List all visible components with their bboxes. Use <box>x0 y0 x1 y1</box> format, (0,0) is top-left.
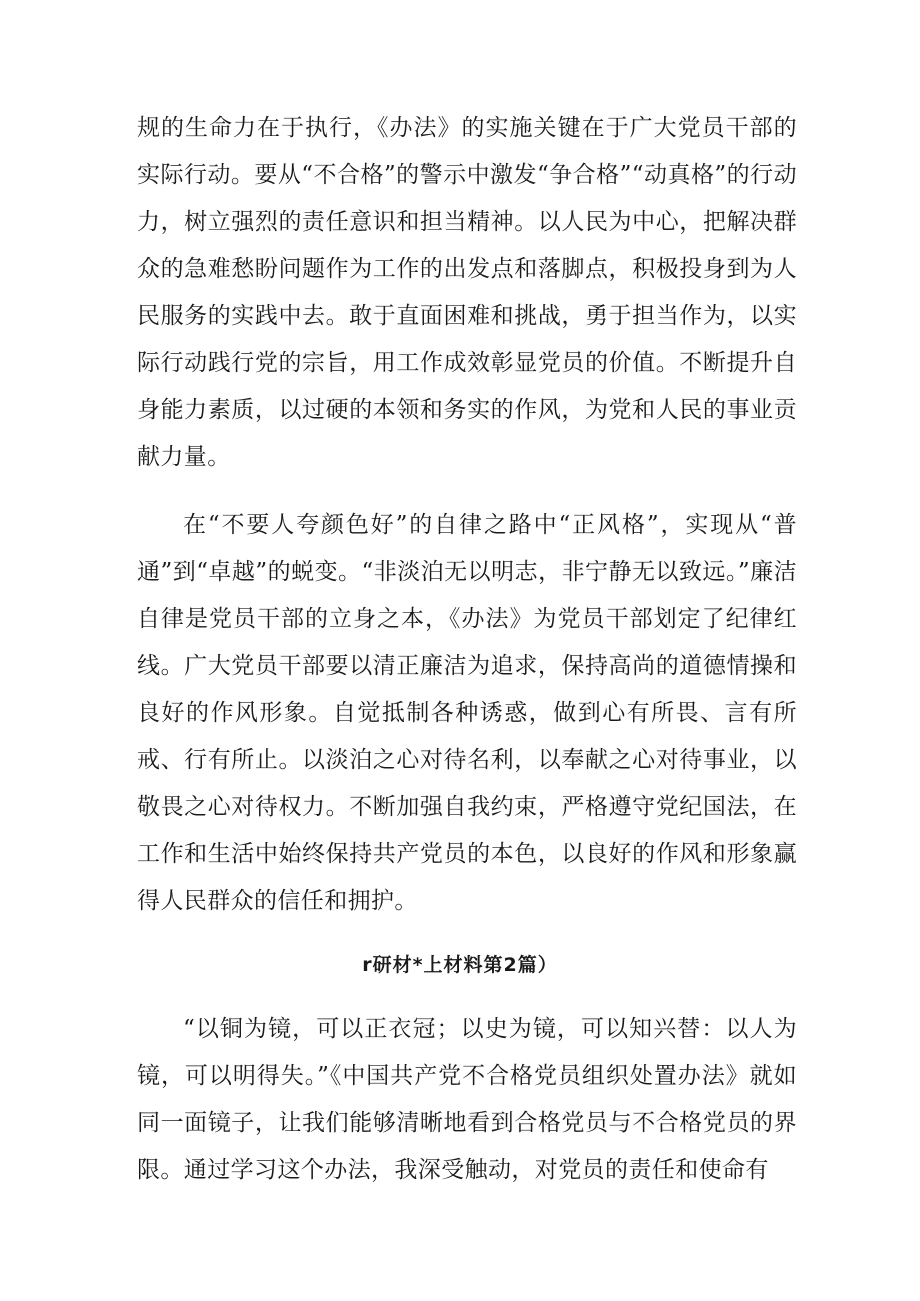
section-paragraph: “以铜为镜，可以正衣冠；以史为镜，可以知兴替：以人为镜，可以明得失。”《中国共产党不合格党员组织处置办法》就如同一面镜子，让我们能够清晰地看到合格党员与不合格党员的界限。通过学习这个办法，我深受触动，对党员的责任和使命有 <box>137 1016 797 1183</box>
body-paragraph-2: 在“不要人夸颜色好”的自律之路中“正风格”，实现从“普通”到“卓越”的蜕变。“非淡泊无以明志，非宁静无以致远。”廉洁自律是党员干部的立身之本，《办法》为党员干部划定了纪律红线。广大党员干部要以清正廉洁为追求，保持高尚的道德情操和良好的作风形象。自觉抵制各种诱惑，做到心有所畏、言有所戒、行有所止。以淡泊之心对待名利，以奉献之心对待事业，以敬畏之心对待权力。不断加强自我约束，严格遵守党纪国法，在工作和生活中始终保持共产党员的本色，以良好的作风和形象赢得人民群众的信任和拥护。 <box>137 512 797 914</box>
section-heading: r研材*上材料第2篇） <box>362 954 558 976</box>
body-paragraph-1: 规的生命力在于执行，《办法》的实施关键在于广大党员干部的实际行动。要从“不合格”的警示中激发“争合格”“动真格”的行动力，树立强烈的责任意识和担当精神。以人民为中心，把解决群众的急难愁盼问题作为工作的出发点和落脚点，积极投身到为人民服务的实践中去。敢于直面困难和挑战，勇于担当作为，以实际行动践行党的宗旨，用工作成效彰显党员的价值。不断提升自身能力素质，以过硬的本领和务实的作风，为党和人民的事业贡献力量。 <box>137 115 797 470</box>
